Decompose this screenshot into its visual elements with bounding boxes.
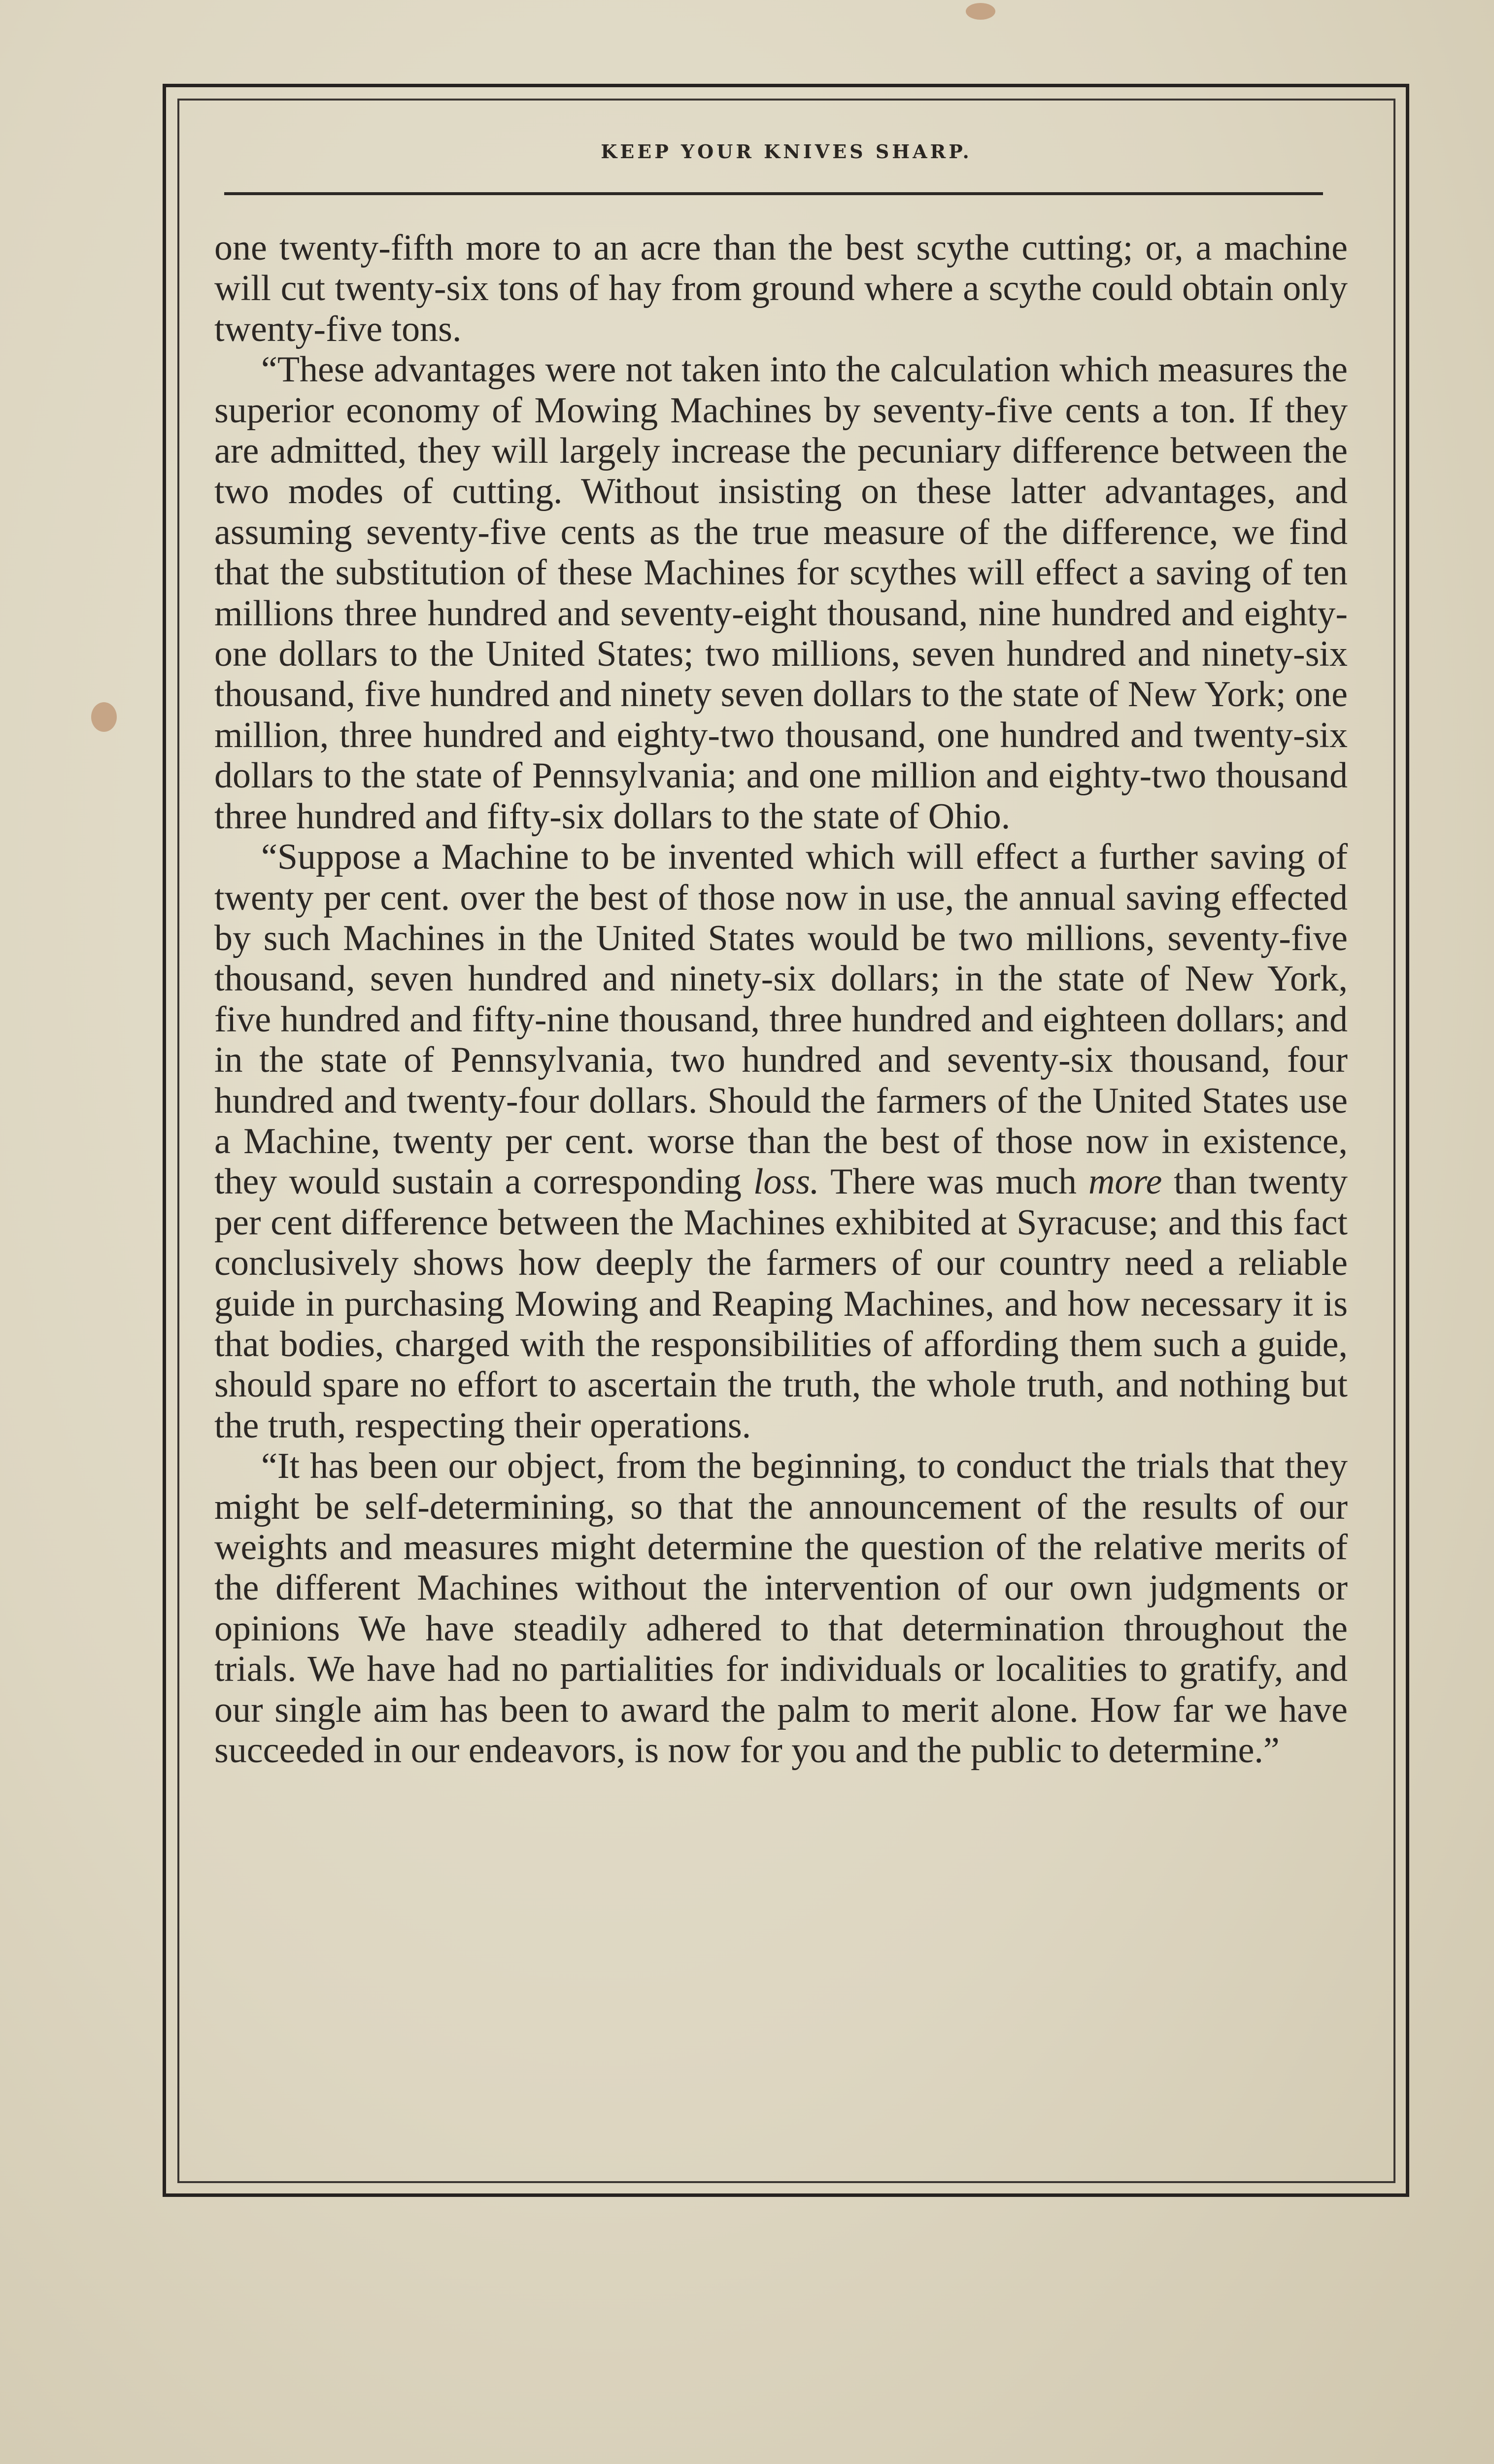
header-rule [224, 192, 1323, 195]
paragraph-text: There was much [830, 1162, 1077, 1202]
paragraph-text: “Suppose a Machine to be invented which will effect a further saving of twenty per cent. over the best of those now in use, the annual saving effected by such Machines in the United States would be two millions, seventy-five thousand, seven hundred and ninety-six dollars; in the state of New York, five hundred and fifty-nine thousand, three hundred and eighteen dollars; and in the state of Pennsylvania, two hundred and seventy-six thousand, four hundred and twenty-four dollars. Should the farmers of the United States use a Machine, twenty per cent. worse than the best of those now in existence, they would sustain a corresponding [214, 837, 1348, 1202]
body-text [214, 228, 1348, 1771]
running-head: KEEP YOUR KNIVES SHARP. [601, 140, 972, 163]
paragraph: one twenty-fifth more to an acre than the best scythe cutting; or, a machine will cut twenty-six tons of hay from ground where a scythe could obtain only twenty-five tons. [214, 228, 1348, 349]
italic-word: more [1088, 1162, 1162, 1202]
paragraph-text: than twenty per cent difference between the Machines exhibited at Syracuse; and this fact conclusively shows how deeply the farmers of our country need a reliable guide in purchasing Mowing and Reaping Machines, and how necessary it is that bodies, charged with the responsibilities of affording them such a guide, should spare no effort to ascertain the truth, the whole truth, and nothing but the truth, respecting their operations. [214, 1162, 1348, 1446]
paragraph: “It has been our object, from the beginning, to conduct the trials that they might be self-determining, so that the announcement of the results of our weights and measures might determine the question of the relative merits of the different Machines without the intervention of our own judgments or opinions We have steadily adhered to that determination throughout the trials. We have had no partialities for individuals or localities to gratify, and our single aim has been to award the palm to merit alone. How far we have succeeded in our endeavors, is now for you and the public to determine.” [214, 1446, 1348, 1771]
stain-spot [966, 3, 995, 20]
paragraph [214, 837, 1348, 1446]
italic-word: loss. [753, 1162, 819, 1202]
paragraph: “These advantages were not taken into the calculation which measures the superior economy of Mowing Machines by seventy-five cents a ton. If they are admitted, they will largely increase the pecuniary difference between the two modes of cutting. Without insisting on these latter advantages, and assuming seventy-five cents as the true measure of the difference, we find that the substitution of these Machines for scythes will effect a saving of ten millions three hundred and seventy-eight thousand, nine hundred and eighty-one dollars to the United States; two millions, seven hundred and ninety-six thousand, five hundred and ninety seven dollars to the state of New York; one million, three hundred and eighty-two thousand, one hundred and twenty-six dollars to the state of Pennsylvania; and one million and eighty-two thousand three hundred and fifty-six dollars to the state of Ohio. [214, 349, 1348, 837]
stain-spot [91, 702, 117, 732]
